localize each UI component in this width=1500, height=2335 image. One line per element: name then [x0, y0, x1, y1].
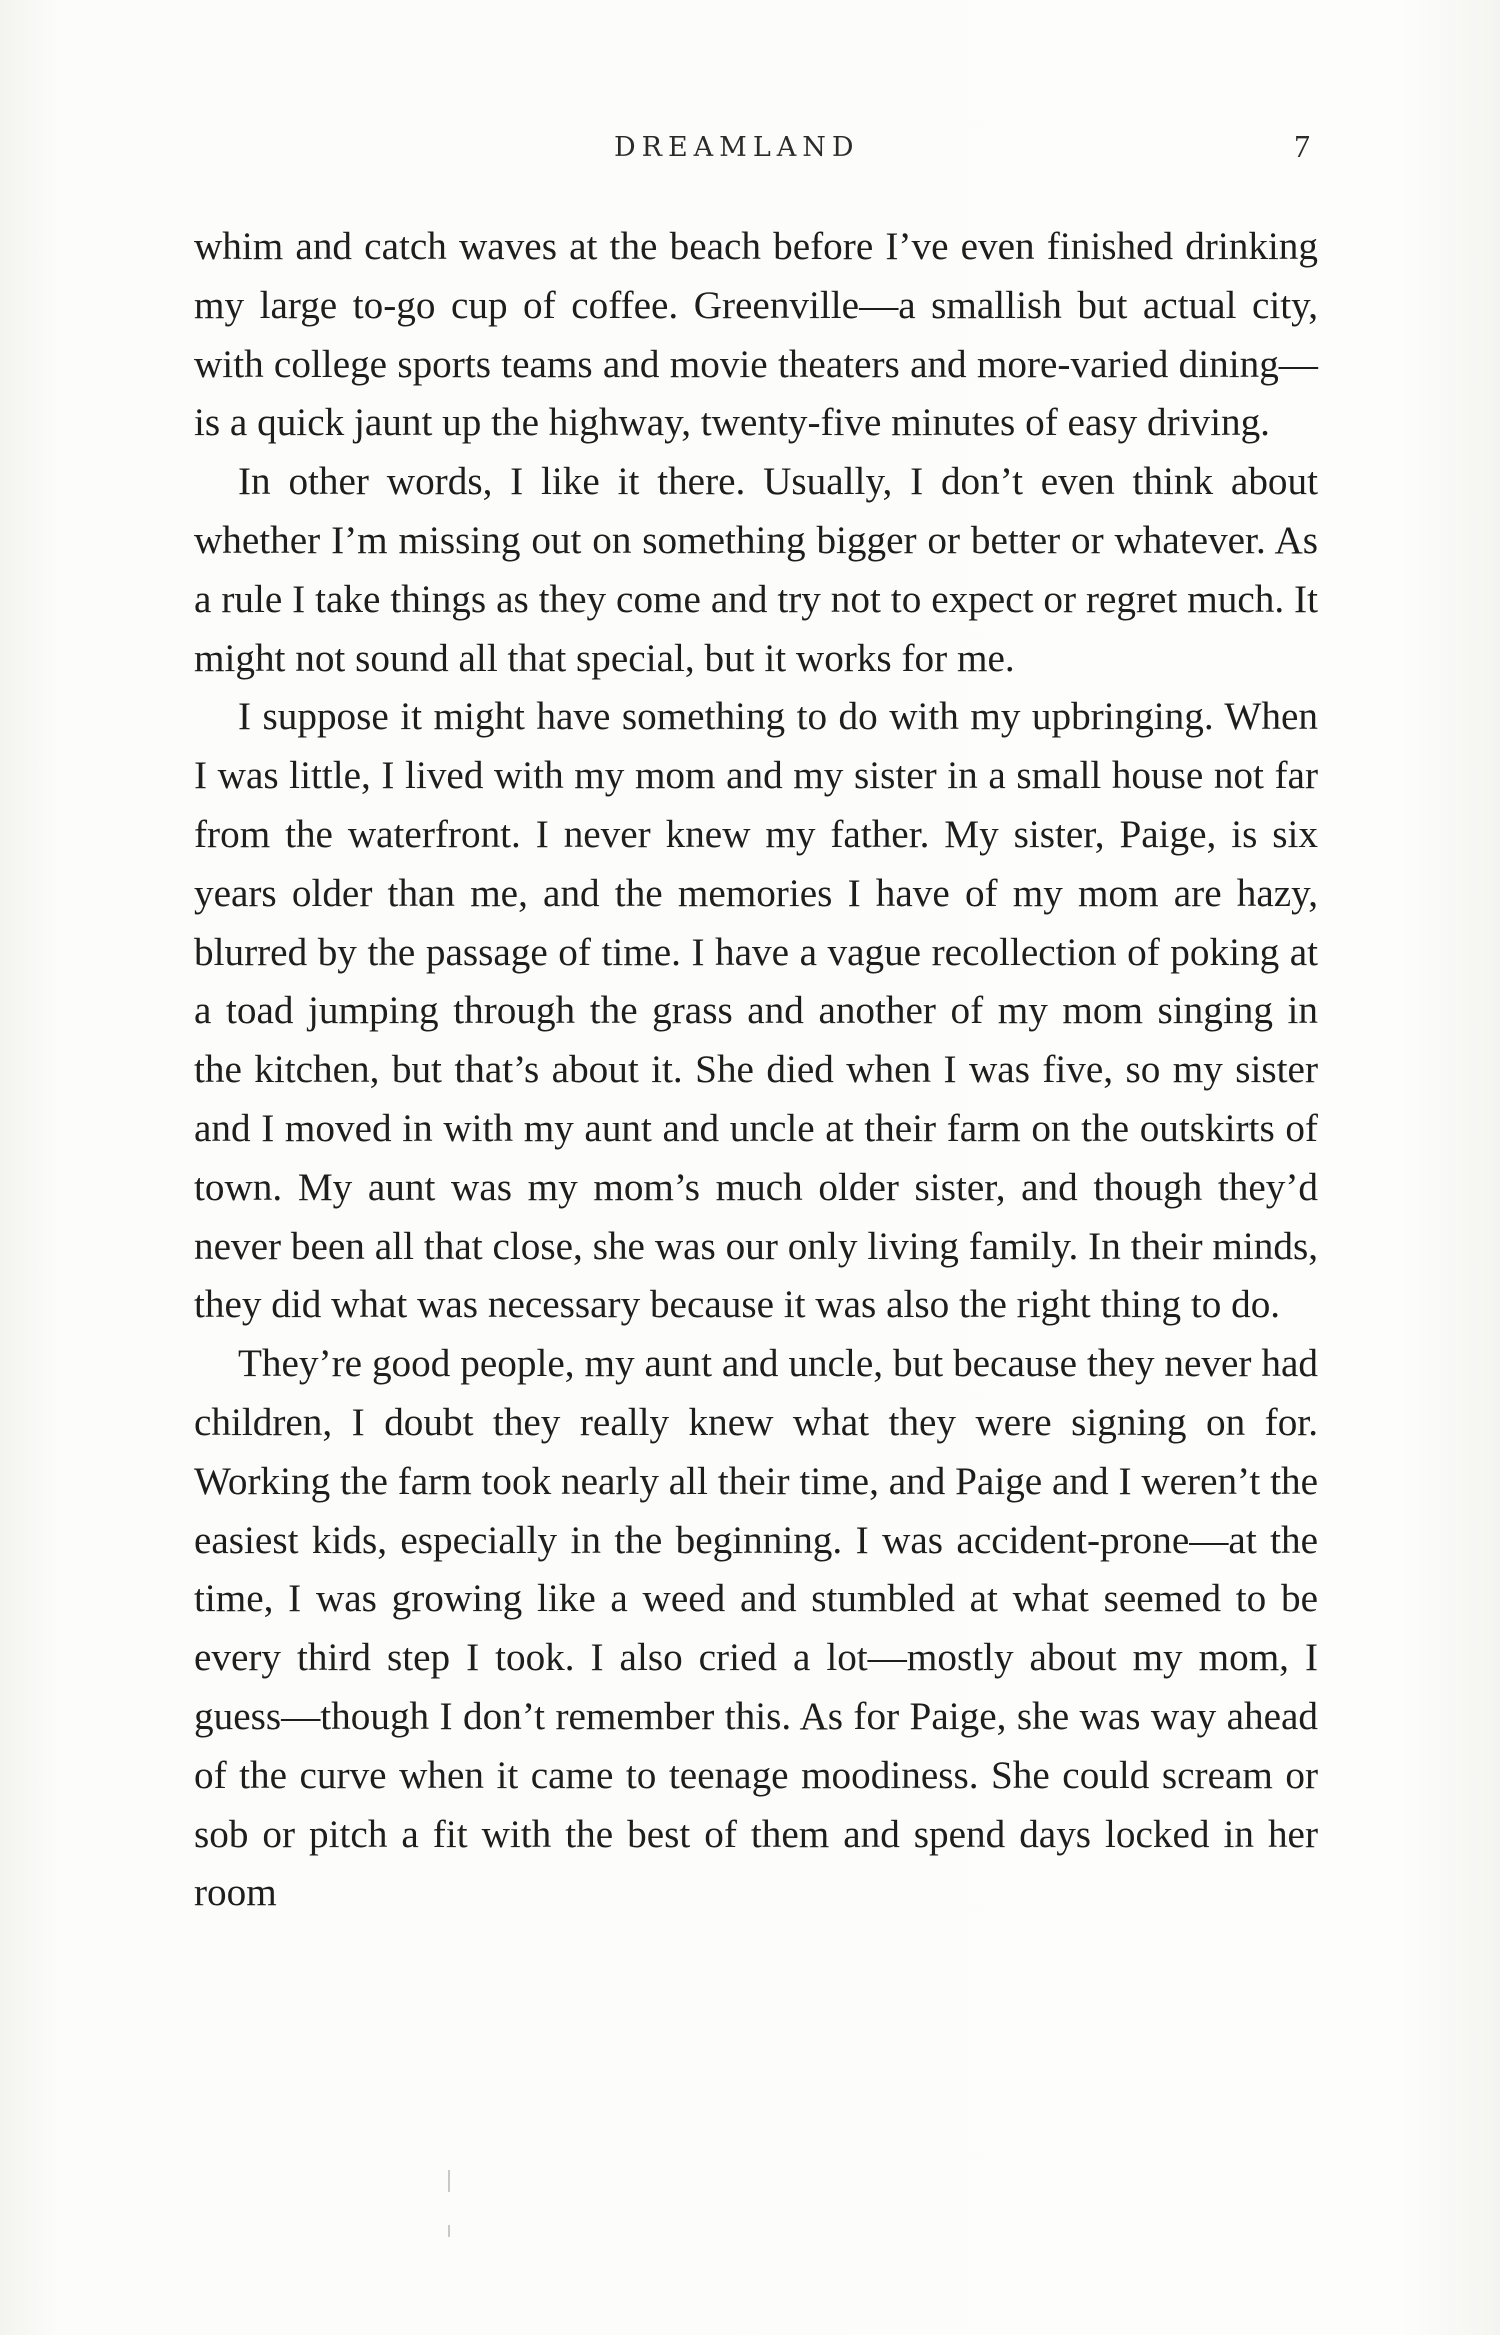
- page-number: 7: [1294, 128, 1310, 164]
- scan-artifact: [448, 2170, 450, 2192]
- page-body: [194, 218, 1318, 1923]
- scan-artifact: [448, 2225, 450, 2237]
- paragraph-continued: whim and catch waves at the beach before I’ve even finished drinking my large to-go cup of coffee. Greenville—a smallish but actual city, with college sports teams and movie theaters and more-varied dining—is a quick jaunt up the highway, twenty-five minutes of easy driving.: [194, 225, 1318, 445]
- paragraph: They’re good people, my aunt and uncle, but because they never had children, I doubt they really knew what they were signing on for. Working the farm took nearly all their time, and Paige and I weren’t the easiest kids, especially in the beginning. I was accident-prone—at the time, I was growing like a weed and stumbled at what seemed to be every third step I took. I also cried a lot—mostly about my mom, I guess—though I don’t remember this. As for Paige, she was way ahead of the curve when it came to teenage moodiness. She could scream or sob or pitch a fit with the best of them and spend days locked in her room: [194, 1342, 1318, 1915]
- paragraph: In other words, I like it there. Usually, I don’t even think about whether I’m missing out on something bigger or better or whatever. As a rule I take things as they come and try not to expect or regret much. It might not sound all that special, but it works for me.: [194, 460, 1318, 680]
- paragraph: I suppose it might have something to do with my upbringing. When I was little, I lived with my mom and my sister in a small house not far from the waterfront. I never knew my father. My sister, Paige, is six years older than me, and the memories I have of my mom are hazy, blurred by the passage of time. I have a vague recollection of poking at a toad jumping through the grass and another of my mom singing in the kitchen, but that’s about it. She died when I was five, so my sister and I moved in with my aunt and uncle at their farm on the outskirts of town. My aunt was my mom’s much older sister, and though they’d never been all that close, she was our only living family. In their minds, they did what was necessary because it was also the right thing to do.: [194, 695, 1318, 1327]
- running-head-title: DREAMLAND: [614, 132, 860, 163]
